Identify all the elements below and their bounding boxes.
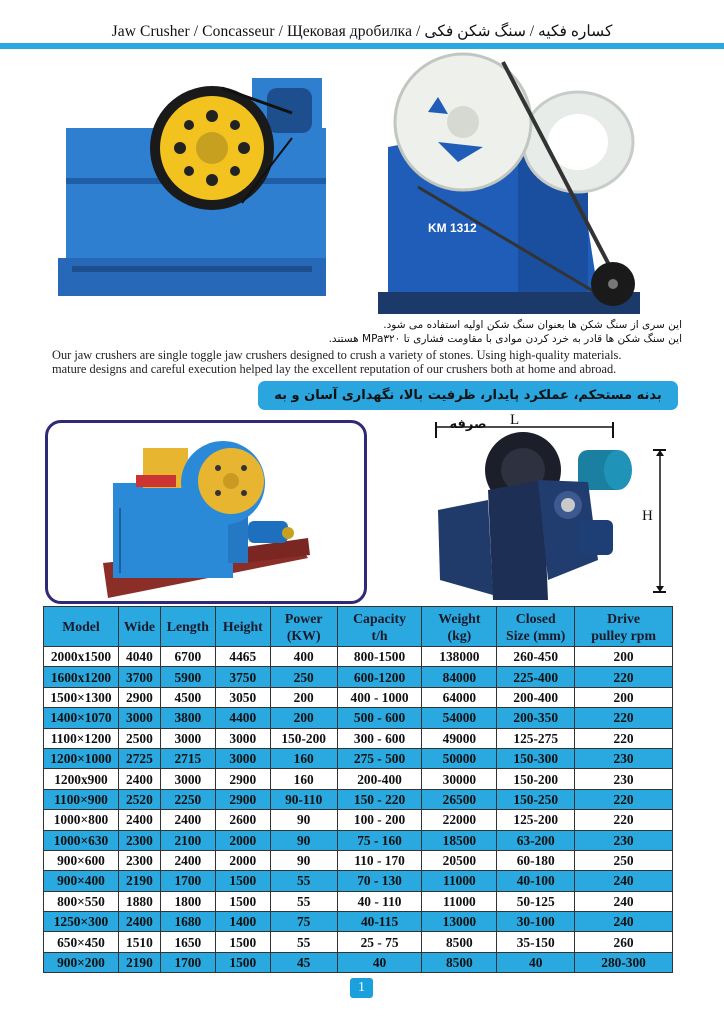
header-length: Length: [160, 607, 215, 647]
header-weight: Weight (kg): [422, 607, 497, 647]
cell-capacity: 400 - 1000: [337, 687, 422, 707]
header-accent-bar: [0, 43, 724, 49]
cell-closed-size: 125-275: [497, 728, 575, 748]
cell-closed-size: 150-300: [497, 748, 575, 768]
table-row: [44, 708, 673, 728]
cell-model: 2000x1500: [44, 647, 119, 667]
cell-model: 1000×630: [44, 830, 119, 850]
cell-model: 800×550: [44, 891, 119, 911]
header-power: Power (KW): [270, 607, 337, 647]
cell-weight: 18500: [422, 830, 497, 850]
cell-wide: 4040: [118, 647, 160, 667]
cell-closed-size: 200-350: [497, 708, 575, 728]
cell-model: 1400×1070: [44, 708, 119, 728]
cell-capacity: 75 - 160: [337, 830, 422, 850]
cell-power: 55: [270, 932, 337, 952]
cell-wide: 2500: [118, 728, 160, 748]
cell-drive-pulley-rpm: 230: [575, 830, 673, 850]
cell-wide: 2900: [118, 687, 160, 707]
cell-capacity: 200-400: [337, 769, 422, 789]
cell-weight: 26500: [422, 789, 497, 809]
table-row: [44, 748, 673, 768]
page-title: Jaw Crusher / Concasseur / Щековая дробилка / کساره فکیه / سنگ شکن فکی: [111, 23, 613, 40]
cell-drive-pulley-rpm: 230: [575, 769, 673, 789]
cell-power: 55: [270, 871, 337, 891]
cell-capacity: 40: [337, 952, 422, 972]
cell-length: 1800: [160, 891, 215, 911]
cell-power: 90-110: [270, 789, 337, 809]
cell-drive-pulley-rpm: 200: [575, 647, 673, 667]
cell-weight: 49000: [422, 728, 497, 748]
cell-model: 650×450: [44, 932, 119, 952]
cell-length: 5900: [160, 667, 215, 687]
description-fa-line1: این سری از سنگ شکن ها بعنوان سنگ شکن اولیه استفاده می شود.: [383, 319, 682, 331]
cell-drive-pulley-rpm: 280-300: [575, 952, 673, 972]
table-row: [44, 769, 673, 789]
cell-wide: 1510: [118, 932, 160, 952]
cell-height: 1500: [215, 952, 270, 972]
cell-drive-pulley-rpm: 240: [575, 871, 673, 891]
cell-closed-size: 35-150: [497, 932, 575, 952]
cell-drive-pulley-rpm: 220: [575, 789, 673, 809]
table-row: [44, 728, 673, 748]
cell-length: 2715: [160, 748, 215, 768]
cell-power: 160: [270, 748, 337, 768]
cell-closed-size: 150-200: [497, 769, 575, 789]
description-en-line2: mature designs and careful execution helped lay the excellent reputation of our crushers both at home and abroad.: [52, 362, 617, 376]
cell-wide: 1880: [118, 891, 160, 911]
table-row: [44, 932, 673, 952]
cell-wide: 3700: [118, 667, 160, 687]
cell-height: 2000: [215, 850, 270, 870]
cell-weight: 11000: [422, 891, 497, 911]
table-row: [44, 687, 673, 707]
cell-weight: 84000: [422, 667, 497, 687]
cell-capacity: 70 - 130: [337, 871, 422, 891]
cell-length: 1680: [160, 912, 215, 932]
cell-wide: 2300: [118, 850, 160, 870]
cell-length: 4500: [160, 687, 215, 707]
cell-power: 75: [270, 912, 337, 932]
cell-capacity: 40 - 110: [337, 891, 422, 911]
cell-capacity: 300 - 600: [337, 728, 422, 748]
features-banner: بدنه مستحکم، عملکرد پایدار، ظرفیت بالا، نگهداری آسان و به صرفه: [258, 381, 678, 410]
cell-length: 3000: [160, 769, 215, 789]
cell-drive-pulley-rpm: 220: [575, 667, 673, 687]
cell-closed-size: 40-100: [497, 871, 575, 891]
header-capacity: Capacity t/h: [337, 607, 422, 647]
cell-power: 150-200: [270, 728, 337, 748]
cell-drive-pulley-rpm: 220: [575, 728, 673, 748]
cell-weight: 11000: [422, 871, 497, 891]
dimension-diagram: [428, 410, 673, 602]
description-en-line1: Our jaw crushers are single toggle jaw crushers designed to crush a variety of stones. Using high-quality materials.: [52, 348, 622, 362]
header-model: Model: [44, 607, 119, 647]
cell-model: 1200×1000: [44, 748, 119, 768]
cell-weight: 50000: [422, 748, 497, 768]
cell-closed-size: 125-200: [497, 810, 575, 830]
cell-wide: 2400: [118, 912, 160, 932]
cell-power: 200: [270, 687, 337, 707]
cell-drive-pulley-rpm: 240: [575, 891, 673, 911]
table-row: [44, 830, 673, 850]
cell-wide: 2400: [118, 769, 160, 789]
cell-length: 1700: [160, 871, 215, 891]
length-dimension-label: L: [510, 412, 520, 428]
cell-capacity: 500 - 600: [337, 708, 422, 728]
height-dimension-label: H: [642, 508, 653, 524]
cell-wide: 2400: [118, 810, 160, 830]
cell-height: 3050: [215, 687, 270, 707]
cell-drive-pulley-rpm: 230: [575, 748, 673, 768]
machine-plate-text: KM 1312: [428, 221, 477, 235]
description-fa-line2: این سنگ شکن ها قادر به خرد کردن موادی با مقاومت فشاری تا MPa۳۲۰ هستند.: [328, 333, 682, 345]
table-row: [44, 647, 673, 667]
cell-power: 400: [270, 647, 337, 667]
cell-model: 1250×300: [44, 912, 119, 932]
cell-length: 1700: [160, 952, 215, 972]
cell-drive-pulley-rpm: 250: [575, 850, 673, 870]
cell-closed-size: 225-400: [497, 667, 575, 687]
cell-height: 2000: [215, 830, 270, 850]
cell-height: 1500: [215, 891, 270, 911]
cell-length: 2100: [160, 830, 215, 850]
cell-drive-pulley-rpm: 220: [575, 708, 673, 728]
cell-height: 2600: [215, 810, 270, 830]
table-row: [44, 891, 673, 911]
header-closed-size: Closed Size (mm): [497, 607, 575, 647]
cell-model: 1500×1300: [44, 687, 119, 707]
cell-wide: 2520: [118, 789, 160, 809]
page-number: 1: [350, 978, 373, 998]
cell-model: 1200x900: [44, 769, 119, 789]
cell-wide: 2190: [118, 871, 160, 891]
cell-length: 2250: [160, 789, 215, 809]
cell-power: 200: [270, 708, 337, 728]
header-height: Height: [215, 607, 270, 647]
cell-weight: 8500: [422, 932, 497, 952]
cell-capacity: 800-1500: [337, 647, 422, 667]
cell-closed-size: 260-450: [497, 647, 575, 667]
crusher-photo-top-right: [378, 52, 640, 314]
cell-drive-pulley-rpm: 220: [575, 810, 673, 830]
cell-height: 2900: [215, 769, 270, 789]
cell-wide: 3000: [118, 708, 160, 728]
cell-power: 45: [270, 952, 337, 972]
cell-height: 3000: [215, 748, 270, 768]
cell-capacity: 600-1200: [337, 667, 422, 687]
cell-length: 2400: [160, 850, 215, 870]
table-row: [44, 810, 673, 830]
cell-power: 90: [270, 850, 337, 870]
table-row: [44, 667, 673, 687]
table-row: [44, 912, 673, 932]
cell-length: 6700: [160, 647, 215, 667]
cell-height: 1400: [215, 912, 270, 932]
cell-wide: 2725: [118, 748, 160, 768]
table-row: [44, 789, 673, 809]
cell-closed-size: 40: [497, 952, 575, 972]
cell-model: 900×400: [44, 871, 119, 891]
cell-height: 1500: [215, 871, 270, 891]
cell-weight: 22000: [422, 810, 497, 830]
cell-weight: 138000: [422, 647, 497, 667]
cell-power: 90: [270, 830, 337, 850]
table-row: [44, 952, 673, 972]
cell-closed-size: 60-180: [497, 850, 575, 870]
cell-drive-pulley-rpm: 260: [575, 932, 673, 952]
cell-height: 4465: [215, 647, 270, 667]
cell-model: 900×600: [44, 850, 119, 870]
table-row: [44, 871, 673, 891]
cell-model: 1100×1200: [44, 728, 119, 748]
cell-capacity: 40-115: [337, 912, 422, 932]
cell-closed-size: 50-125: [497, 891, 575, 911]
cell-closed-size: 63-200: [497, 830, 575, 850]
cell-drive-pulley-rpm: 200: [575, 687, 673, 707]
cell-power: 160: [270, 769, 337, 789]
cell-capacity: 25 - 75: [337, 932, 422, 952]
cell-height: 4400: [215, 708, 270, 728]
cell-closed-size: 200-400: [497, 687, 575, 707]
cell-model: 900×200: [44, 952, 119, 972]
cell-closed-size: 150-250: [497, 789, 575, 809]
cell-length: 3800: [160, 708, 215, 728]
header-drive-pulley: Drive pulley rpm: [575, 607, 673, 647]
cell-height: 1500: [215, 932, 270, 952]
cell-power: 250: [270, 667, 337, 687]
header-wide: Wide: [118, 607, 160, 647]
crusher-photo-framed: [45, 420, 367, 604]
cell-length: 3000: [160, 728, 215, 748]
specifications-table: [43, 606, 673, 973]
cell-wide: 2300: [118, 830, 160, 850]
cell-capacity: 100 - 200: [337, 810, 422, 830]
cell-drive-pulley-rpm: 240: [575, 912, 673, 932]
cell-power: 90: [270, 810, 337, 830]
cell-weight: 13000: [422, 912, 497, 932]
cell-model: 1600x1200: [44, 667, 119, 687]
cell-power: 55: [270, 891, 337, 911]
cell-length: 2400: [160, 810, 215, 830]
cell-model: 1100×900: [44, 789, 119, 809]
cell-height: 2900: [215, 789, 270, 809]
cell-weight: 64000: [422, 687, 497, 707]
cell-weight: 20500: [422, 850, 497, 870]
cell-closed-size: 30-100: [497, 912, 575, 932]
cell-height: 3000: [215, 728, 270, 748]
table-row: [44, 850, 673, 870]
cell-capacity: 150 - 220: [337, 789, 422, 809]
cell-length: 1650: [160, 932, 215, 952]
cell-weight: 30000: [422, 769, 497, 789]
cell-capacity: 275 - 500: [337, 748, 422, 768]
cell-weight: 8500: [422, 952, 497, 972]
table-header-row: [44, 607, 673, 647]
cell-weight: 54000: [422, 708, 497, 728]
cell-wide: 2190: [118, 952, 160, 972]
cell-model: 1000×800: [44, 810, 119, 830]
cell-capacity: 110 - 170: [337, 850, 422, 870]
crusher-photo-top-left: [52, 58, 330, 298]
cell-height: 3750: [215, 667, 270, 687]
